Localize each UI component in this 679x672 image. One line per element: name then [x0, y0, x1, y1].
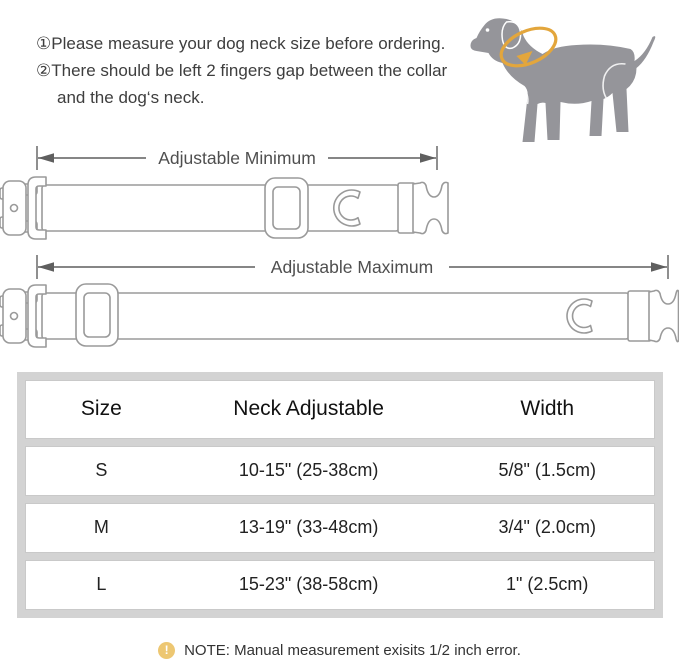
collar-minimum-diagram	[0, 140, 455, 244]
note-text: NOTE: Manual measurement exisits 1/2 inch error.	[184, 642, 521, 659]
col-header-neck: Neck Adjustable	[233, 397, 384, 421]
instruction-text: There should be left 2 fingers gap between the collar and the dog‘s neck.	[51, 61, 448, 107]
collar-buckle-male	[0, 177, 46, 239]
table-row	[25, 560, 655, 610]
collar-buckle-female	[628, 290, 679, 341]
instruction-item	[36, 57, 462, 111]
note	[0, 642, 679, 659]
instruction-bullet: ②	[36, 61, 52, 80]
cell-width: 3/4" (2.0cm)	[498, 517, 596, 538]
cell-neck: 10-15" (25-38cm)	[238, 460, 379, 481]
collar-minimum-art	[0, 177, 448, 239]
instruction-text: Please measure your dog neck size before ordering.	[51, 34, 446, 53]
cell-width: 1" (2.5cm)	[506, 574, 589, 595]
collar-strap	[42, 293, 629, 339]
cell-width: 5/8" (1.5cm)	[498, 460, 596, 481]
collar-buckle-female	[398, 182, 448, 233]
collar-slider	[265, 178, 308, 238]
dog-illustration	[462, 2, 667, 150]
dog-body	[471, 18, 656, 142]
col-header-width: Width	[520, 397, 575, 421]
cell-neck: 13-19" (33-48cm)	[238, 517, 379, 538]
cell-neck: 15-23" (38-58cm)	[238, 574, 379, 595]
dimension-arrow-maximum	[37, 255, 668, 279]
collar-maximum-art	[0, 284, 679, 347]
dimension-arrow-minimum	[37, 146, 437, 170]
cell-size: M	[93, 517, 109, 538]
dog-eye	[486, 28, 490, 32]
size-table	[17, 372, 663, 618]
cell-size: S	[95, 460, 108, 481]
table-row	[25, 446, 655, 496]
minimum-label: Adjustable Minimum	[158, 148, 316, 168]
col-header-size: Size	[80, 397, 122, 421]
measuring-instructions	[36, 30, 462, 111]
instruction-bullet: ①	[36, 34, 52, 53]
maximum-label: Adjustable Maximum	[270, 257, 434, 277]
table-header-row	[25, 380, 655, 439]
exclamation-icon: !	[158, 642, 175, 659]
table-row	[25, 503, 655, 553]
collar-slider	[76, 284, 118, 346]
collar-maximum-diagram	[0, 250, 679, 352]
cell-size: L	[96, 574, 107, 595]
instruction-item	[36, 30, 462, 57]
